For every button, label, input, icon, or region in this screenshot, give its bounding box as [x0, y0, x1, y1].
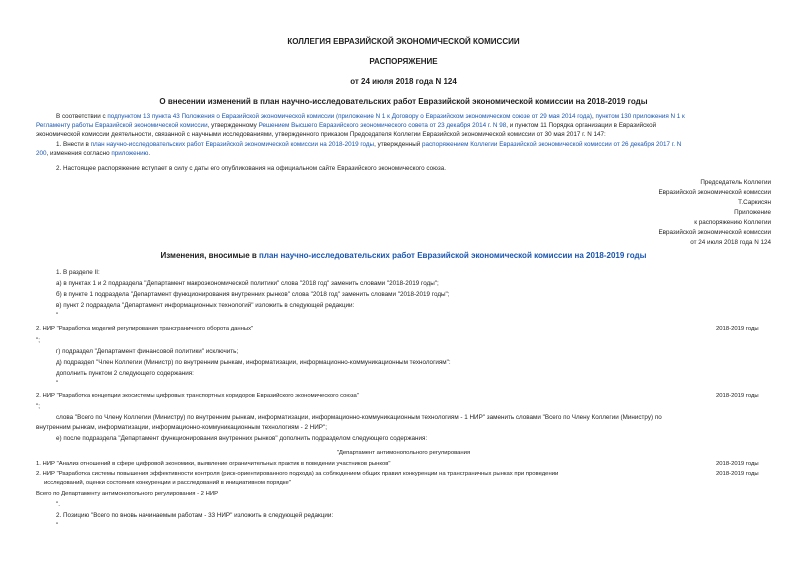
intro-text: , утвержденному — [207, 122, 259, 129]
section-2: 2. Позицию "Всего по вновь начинаемым работам - 33 НИР" изложить в следующей редакции: — [56, 512, 334, 519]
quote-close: "; — [36, 403, 40, 410]
section-1g: г) подраздел "Департамент финансовой политики" исключить; — [56, 348, 239, 355]
section-1b: б) в пункте 1 подраздела "Департамент функционирования внутренних рынков" слова "2018 год" заменить словами "2018-2019 годы"; — [56, 291, 450, 298]
table-row: 2. НИР "Разработка моделей регулирования трансграничного оборота данных" — [36, 326, 254, 332]
section-1: 1. В разделе II: — [56, 269, 100, 276]
changes-heading — [0, 251, 807, 260]
link-decision-98[interactable]: Решением Высшего Евразийского экономического совета от 23 декабря 2014 г. N 98 — [258, 122, 507, 129]
doc-type: РАСПОРЯЖЕНИЕ — [369, 57, 438, 66]
link-order-200-num[interactable]: 200 — [36, 150, 47, 157]
total-row: Всего по Департаменту антимонопольного регулирования - 2 НИР — [36, 491, 219, 497]
table-row-years: 2018-2019 годы — [716, 393, 759, 399]
appendix-ref-2: Евразийской экономической комиссии — [658, 229, 771, 236]
table-row-years: 2018-2019 годы — [716, 471, 759, 477]
item-text: , изменения согласно — [46, 150, 112, 157]
intro-line-1 — [56, 113, 685, 121]
intro-line-2 — [36, 122, 656, 130]
section-1d-words: слова "Всего по Члену Коллегии (Министру) по внутренним рынкам, информатизации, информационно-коммуникационным технологиям - 1 НИР" заменить словами "Всего по Члену Коллегии (Министру) по — [56, 414, 662, 421]
doc-date: от 24 июля 2018 года N 124 — [350, 77, 457, 86]
quote-open: " — [56, 522, 59, 529]
link-p130[interactable]: пунктом 130 приложения N 1 к — [595, 113, 685, 120]
intro-text: , — [592, 113, 596, 120]
quote-close: "; — [36, 337, 40, 344]
item-1-line-1 — [56, 141, 681, 149]
doc-title: О внесении изменений в план научно-исследовательских работ Евразийской экономической комиссии на 2018-2019 годы — [159, 97, 648, 106]
intro-text: , и пунктом 11 Порядка организации в Евразийской — [506, 122, 657, 129]
section-1d-add: дополнить пунктом 2 следующего содержания: — [56, 370, 194, 377]
intro-line-3: экономической комиссии деятельности, связанной с научными исследованиями, утвержденного приказом Председателя Коллегии Евразийской экономической комиссии от 30 мая 2017 г. N 147: — [36, 131, 606, 138]
item-text: . — [148, 150, 151, 157]
appendix-ref-1: к распоряжению Коллегии — [694, 219, 771, 226]
appendix-ref-3: от 24 июля 2018 года N 124 — [690, 239, 771, 246]
table-row-years: 2018-2019 годы — [716, 461, 759, 467]
table-row-years: 2018-2019 годы — [716, 326, 759, 332]
link-plan-heading[interactable]: план научно-исследовательских работ Евразийской экономической комиссии на 2018-2019 годы — [259, 251, 647, 260]
section-1c: в) пункт 2 подраздела "Департамент информационных технологий" изложить в следующей редакции: — [56, 302, 355, 309]
section-1d: д) подраздел "Член Коллегии (Министр) по внутренним рынкам, информатизации, информационно-коммуникационным технологиям": — [56, 359, 451, 366]
appendix-label: Приложение — [734, 209, 771, 216]
quote-open: " — [56, 312, 59, 319]
section-1d-words-2: внутренним рынкам, информатизации, информационно-коммуникационным технологиям - 2 НИР"; — [36, 424, 327, 431]
signature-org: Евразийской экономической комиссии — [658, 189, 771, 196]
item-text: , утвержденный — [374, 141, 423, 148]
table-row-cont: исследований, оценки состояния конкуренции и расследований в инициативном порядке" — [44, 480, 291, 486]
quote-open: " — [56, 380, 59, 387]
table-row: 2. НИР "Разработка системы повышения эффективности контроля (риск-ориентированного подхода) за соблюдением общих правил конкуренции на трансграничных рынках при проведении — [36, 471, 559, 477]
link-pp13[interactable]: подпунктом 13 пункта 43 Положения о Евразийской экономической комиссии (приложение N 1 к Договору о Евразийском экономическом союзе от 29 мая 2014 года) — [107, 113, 593, 120]
link-appendix[interactable]: приложению — [111, 150, 149, 157]
section-1a: а) в пунктах 1 и 2 подраздела "Департамент макроэкономической политики" слова "2018 год" заменить словами "2018-2019 годы"; — [56, 280, 439, 287]
signature-position: Председатель Коллегии — [700, 179, 771, 186]
org-title: КОЛЛЕГИЯ ЕВРАЗИЙСКОЙ ЭКОНОМИЧЕСКОЙ КОМИССИИ — [287, 37, 520, 46]
changes-heading-text: Изменения, вносимые в — [160, 251, 260, 260]
item-2: 2. Настоящее распоряжение вступает в силу с даты его опубликования на официальном сайте Евразийского экономического союза. — [56, 165, 446, 172]
table-row: 1. НИР "Анализ отношений в сфере цифровой экономики, выявление ограничительных практик в поведении участников рынков" — [36, 461, 391, 467]
link-order-200[interactable]: распоряжением Коллегии Евразийской экономической комиссии от 26 декабря 2017 г. N — [422, 141, 682, 148]
link-reglament[interactable]: Регламенту работы Евразийской экономической комиссии — [36, 122, 208, 129]
section-1e: е) после подраздела "Департамент функционирования внутренних рынков" дополнить подразделом следующего содержания: — [56, 435, 428, 442]
intro-text: В соответствии с — [56, 113, 108, 120]
quote-close: ". — [56, 501, 60, 508]
subsection-heading: "Департамент антимонопольного регулирования — [336, 450, 471, 456]
item-text: 1. Внести в — [56, 141, 91, 148]
table-row: 2. НИР "Разработка концепции экосистемы цифровых транспортных коридоров Евразийского экономического союза" — [36, 393, 359, 399]
item-1-line-2 — [36, 150, 150, 158]
link-plan[interactable]: план научно-исследовательских работ Евразийской экономической комиссии на 2018-2019 годы — [90, 141, 375, 148]
signature-name: Т.Саркисян — [738, 199, 771, 206]
